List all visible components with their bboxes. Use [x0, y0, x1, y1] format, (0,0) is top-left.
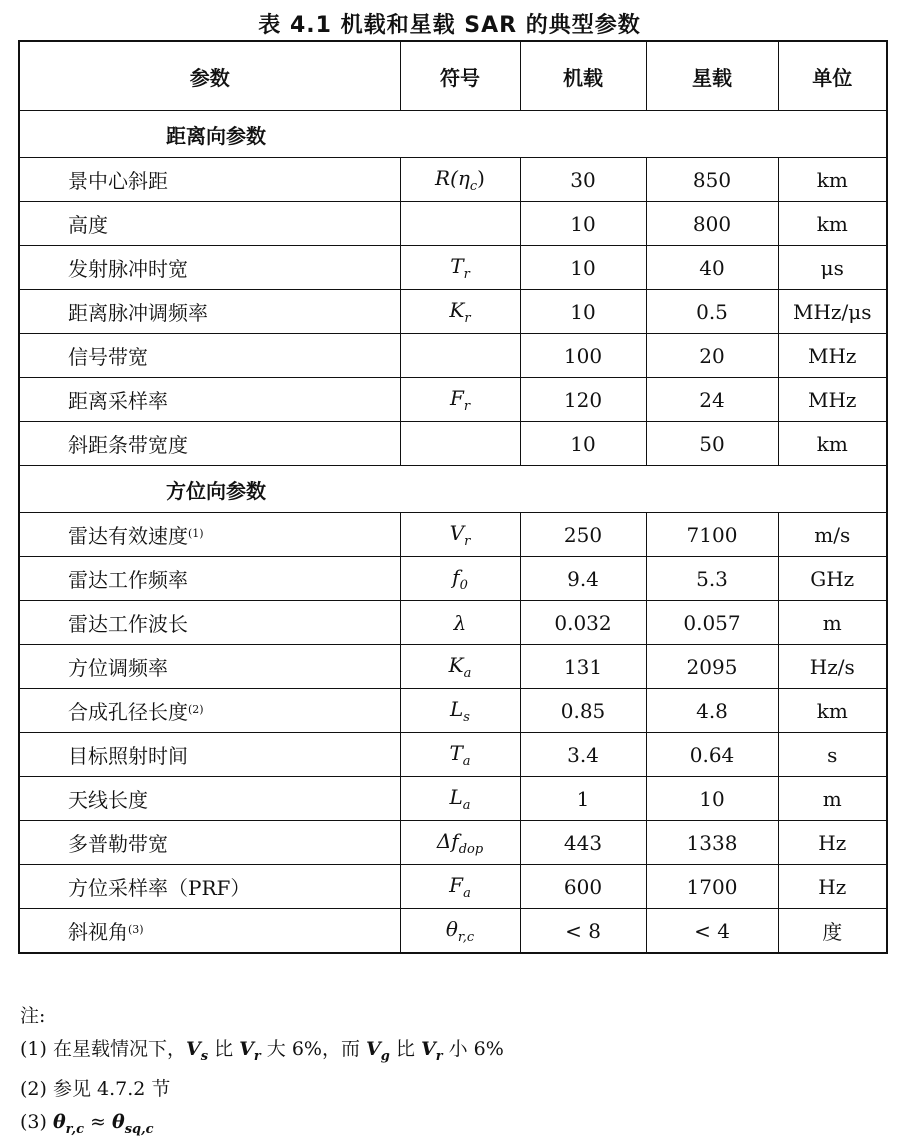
symbol-subscript: r [463, 266, 470, 282]
spaceborne-value: 10 [646, 777, 778, 821]
param-symbol [400, 246, 520, 290]
param-name [19, 689, 400, 733]
symbol-main: f [452, 564, 460, 589]
param-symbol [400, 513, 520, 557]
param-name-text: 距离脉冲调频率 [68, 301, 208, 325]
unit-value: μs [778, 246, 887, 290]
table-row [19, 378, 887, 422]
header-row [19, 41, 887, 111]
param-name-text: 发射脉冲时宽 [68, 257, 188, 281]
airborne-value: 600 [520, 865, 646, 909]
param-name-text: 目标照射时间 [68, 744, 188, 768]
unit-value: km [778, 422, 887, 466]
header-unit: 单位 [778, 41, 887, 111]
spaceborne-value: 850 [646, 158, 778, 202]
symbol-main: V [449, 520, 465, 545]
symbol-subscript: s [463, 709, 470, 725]
symbol-main: λ [453, 610, 467, 635]
param-name [19, 865, 400, 909]
symbol-subscript: a [463, 665, 472, 681]
param-name [19, 821, 400, 865]
header-symbol: 符号 [400, 41, 520, 111]
notes-heading: 注: [20, 1005, 46, 1027]
symbol-main: K [448, 652, 464, 677]
param-symbol [400, 202, 520, 246]
spaceborne-value: 0.5 [646, 290, 778, 334]
symbol-main: R(η [435, 165, 470, 190]
unit-value: MHz [778, 334, 887, 378]
spaceborne-value: 5.3 [646, 557, 778, 601]
table-row [19, 865, 887, 909]
airborne-value: < 8 [520, 909, 646, 954]
param-name [19, 909, 400, 954]
section-row [19, 111, 887, 158]
symbol-subscript: r [463, 398, 471, 414]
spaceborne-value: 0.64 [646, 733, 778, 777]
spaceborne-value: 1700 [646, 865, 778, 909]
spaceborne-value: 24 [646, 378, 778, 422]
param-name-text: 景中心斜距 [68, 169, 168, 193]
param-name-text: 斜距条带宽度 [68, 433, 188, 457]
airborne-value: 30 [520, 158, 646, 202]
airborne-value: 10 [520, 290, 646, 334]
airborne-value: 10 [520, 422, 646, 466]
airborne-value: 10 [520, 202, 646, 246]
airborne-value: 0.032 [520, 601, 646, 645]
param-name [19, 158, 400, 202]
unit-value: km [778, 689, 887, 733]
symbol-main: K [449, 297, 465, 322]
unit-value: Hz/s [778, 645, 887, 689]
header-param: 参数 [19, 41, 400, 111]
param-symbol [400, 909, 520, 954]
symbol-main: F [449, 385, 464, 410]
spaceborne-value: 40 [646, 246, 778, 290]
airborne-value: 10 [520, 246, 646, 290]
spaceborne-value: < 4 [646, 909, 778, 954]
param-name-text: 方位调频率 [68, 656, 168, 680]
symbol-main: F [449, 872, 464, 897]
param-symbol [400, 645, 520, 689]
symbol-main: T [450, 253, 464, 278]
footnote-3: (3) $\theta_{r,c} \approx \theta_{sq,c}$ [20, 1110, 154, 1137]
unit-value: Hz [778, 821, 887, 865]
unit-value: MHz [778, 378, 887, 422]
symbol-subscript: a [462, 797, 471, 813]
symbol-subscript: a [462, 753, 471, 769]
airborne-value: 250 [520, 513, 646, 557]
table-caption: 表 4.1 机载和星载 SAR 的典型参数 [258, 13, 641, 38]
symbol-subscript: c [469, 178, 478, 194]
unit-value: GHz [778, 557, 887, 601]
unit-value: MHz/μs [778, 290, 887, 334]
param-symbol [400, 733, 520, 777]
param-name [19, 513, 400, 557]
param-name [19, 777, 400, 821]
symbol-main: Δf [436, 828, 459, 853]
param-symbol [400, 378, 520, 422]
symbol-main: L [450, 696, 464, 721]
unit-value: km [778, 202, 887, 246]
unit-value: m [778, 601, 887, 645]
unit-value: Hz [778, 865, 887, 909]
table-row [19, 821, 887, 865]
unit-value: 度 [778, 909, 887, 954]
param-symbol [400, 821, 520, 865]
symbol-main: θ [445, 916, 458, 941]
param-name [19, 378, 400, 422]
section-title: 方位向参数 [19, 466, 887, 513]
symbol-subscript: dop [458, 841, 484, 857]
unit-value: s [778, 733, 887, 777]
param-name [19, 246, 400, 290]
table-row [19, 513, 887, 557]
airborne-value: 120 [520, 378, 646, 422]
param-name-text: 多普勒带宽 [68, 832, 168, 856]
spaceborne-value: 2095 [646, 645, 778, 689]
param-symbol [400, 557, 520, 601]
param-name [19, 202, 400, 246]
param-name [19, 290, 400, 334]
param-name-text: 斜视角 [68, 920, 128, 944]
footnote-ref: (3) [128, 923, 144, 936]
param-name [19, 733, 400, 777]
param-symbol [400, 158, 520, 202]
param-name-text: 合成孔径长度 [68, 700, 188, 724]
airborne-value: 3.4 [520, 733, 646, 777]
param-name [19, 645, 400, 689]
unit-value: m/s [778, 513, 887, 557]
footnote-2: (2) 参见 4.7.2 节 [20, 1077, 171, 1100]
table-row [19, 557, 887, 601]
param-name-text: 高度 [68, 213, 108, 237]
table-row [19, 645, 887, 689]
table-row [19, 601, 887, 645]
param-symbol [400, 601, 520, 645]
param-name-text: 雷达有效速度 [68, 524, 188, 548]
spaceborne-value: 7100 [646, 513, 778, 557]
param-name-text: 雷达工作波长 [68, 612, 188, 636]
symbol-subscript: a [463, 885, 471, 901]
footnotes [20, 1000, 504, 1146]
symbol-subscript: r [464, 533, 471, 549]
param-symbol [400, 422, 520, 466]
unit-value: km [778, 158, 887, 202]
symbol-tail: ) [477, 165, 485, 190]
section-title: 距离向参数 [19, 111, 887, 158]
table-row [19, 158, 887, 202]
airborne-value: 443 [520, 821, 646, 865]
param-name [19, 422, 400, 466]
param-name [19, 557, 400, 601]
header-spaceborne: 星载 [646, 41, 778, 111]
table-row [19, 246, 887, 290]
symbol-main: L [449, 784, 463, 809]
airborne-value: 1 [520, 777, 646, 821]
param-name-text: 距离采样率 [68, 389, 168, 413]
footnote-1: (1) 在星载情况下，$V_s$ 比 $V_r$ 大 6%，而 $V_g$ 比 $V_r$ 小 6% [20, 1038, 504, 1064]
param-name-text: 雷达工作频率 [68, 568, 188, 592]
airborne-value: 0.85 [520, 689, 646, 733]
table-row [19, 689, 887, 733]
table-row [19, 290, 887, 334]
param-name-text: 天线长度 [68, 788, 148, 812]
spaceborne-value: 1338 [646, 821, 778, 865]
parameter-table [18, 40, 888, 954]
spaceborne-value: 0.057 [646, 601, 778, 645]
header-airborne: 机载 [520, 41, 646, 111]
param-symbol [400, 865, 520, 909]
param-symbol [400, 290, 520, 334]
spaceborne-value: 50 [646, 422, 778, 466]
airborne-value: 9.4 [520, 557, 646, 601]
table-row [19, 334, 887, 378]
spaceborne-value: 800 [646, 202, 778, 246]
param-symbol [400, 777, 520, 821]
airborne-value: 100 [520, 334, 646, 378]
table-row [19, 422, 887, 466]
table-row [19, 733, 887, 777]
table-row [19, 777, 887, 821]
param-name-text: 方位采样率（PRF） [68, 876, 251, 900]
symbol-subscript: r,c [457, 929, 475, 945]
spaceborne-value: 4.8 [646, 689, 778, 733]
table-row [19, 202, 887, 246]
param-symbol [400, 689, 520, 733]
symbol-subscript: 0 [459, 577, 468, 593]
unit-value: m [778, 777, 887, 821]
param-symbol [400, 334, 520, 378]
footnote-ref: (2) [188, 703, 204, 716]
param-name [19, 334, 400, 378]
symbol-main: T [449, 740, 463, 765]
param-name-text: 信号带宽 [68, 345, 148, 369]
airborne-value: 131 [520, 645, 646, 689]
param-name [19, 601, 400, 645]
table-row [19, 909, 887, 954]
section-row [19, 466, 887, 513]
footnote-ref: (1) [188, 527, 204, 540]
spaceborne-value: 20 [646, 334, 778, 378]
symbol-subscript: r [464, 310, 471, 326]
